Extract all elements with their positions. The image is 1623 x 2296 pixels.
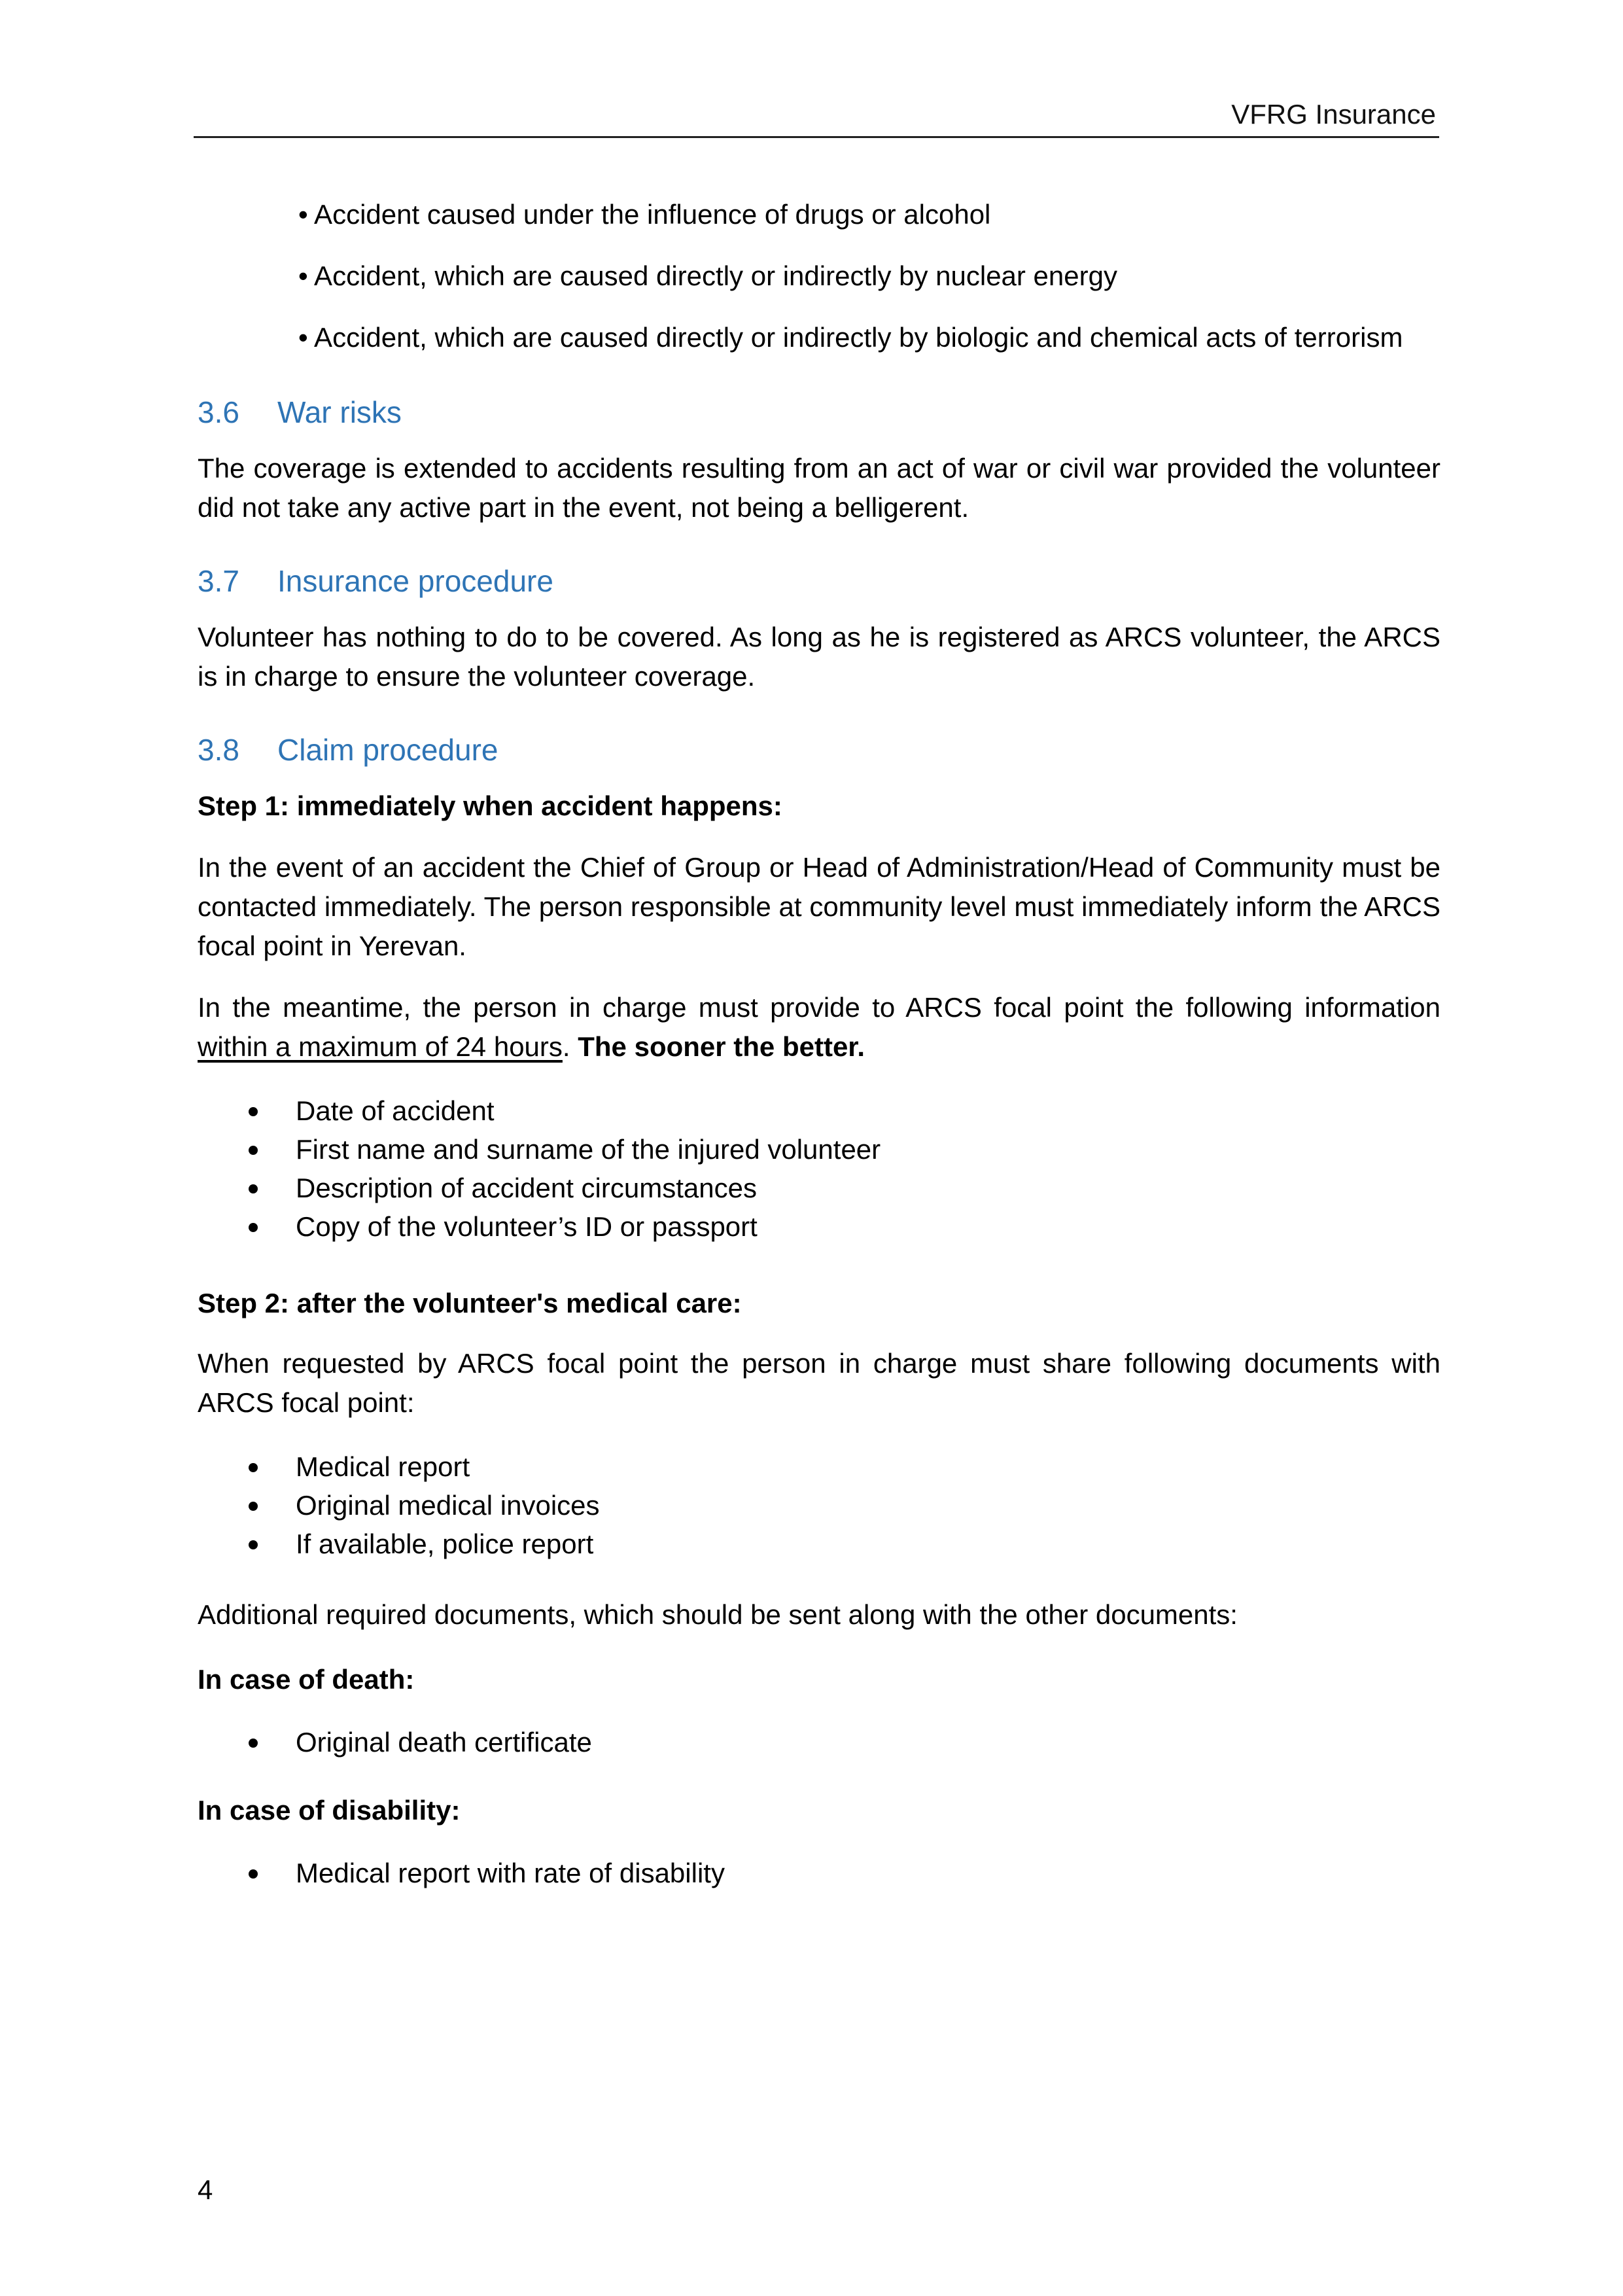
list-item [243, 1486, 600, 1525]
step1-paragraph-2 [198, 988, 1440, 1067]
bullet-icon [249, 1107, 258, 1116]
section-number: 3.8 [198, 733, 239, 767]
list-item-text: Copy of the volunteer’s ID or passport [296, 1211, 758, 1242]
exclusion-item: • Accident, which are caused directly or indirectly by biologic and chemical acts of terrorism [298, 322, 1403, 353]
death-case-label: In case of death: [198, 1664, 415, 1695]
paragraph-text: In the meantime, the person in charge must provide to ARCS focal point the following information [198, 992, 1440, 1023]
step2-label: Step 2: after the volunteer's medical care: [198, 1288, 742, 1318]
step2-documents-list [243, 1447, 600, 1563]
bullet-icon [249, 1739, 258, 1748]
list-item [243, 1169, 881, 1207]
exclusion-item: • Accident caused under the influence of drugs or alcohol [298, 199, 991, 230]
list-item-text: Original death certificate [296, 1727, 592, 1757]
bullet-icon [249, 1540, 258, 1549]
bullet-icon [249, 1184, 258, 1193]
disability-case-label: In case of disability: [198, 1795, 461, 1826]
list-item-text: If available, police report [296, 1528, 594, 1559]
bullet-icon [249, 1463, 258, 1472]
war-risks-paragraph: The coverage is extended to accidents resulting from an act of war or civil war provided the volunteer did not take any active part in the event, not being a belligerent. [198, 453, 1440, 523]
bullet-icon [249, 1146, 258, 1155]
section-number: 3.6 [198, 395, 239, 429]
bullet-icon [249, 1223, 258, 1232]
list-item-text: Date of accident [296, 1095, 495, 1126]
section-number: 3.7 [198, 564, 239, 598]
step1-info-list [243, 1091, 881, 1246]
header-divider [194, 136, 1439, 138]
section-title: Insurance procedure [277, 564, 553, 598]
list-item [243, 1447, 600, 1486]
list-item-text: Medical report [296, 1451, 470, 1482]
section-title: War risks [277, 395, 402, 429]
paragraph-text: . [562, 1031, 578, 1062]
running-header-title: VFRG Insurance [1231, 99, 1436, 130]
list-item-text: Medical report with rate of disability [296, 1858, 725, 1888]
step1-paragraph-1: In the event of an accident the Chief of Group or Head of Administration/Head of Community must be contacted immediately. The person responsible at community level must immediately inform the ARCS focal point in Yerevan. [198, 852, 1440, 961]
death-documents-list [243, 1723, 592, 1761]
list-item-text: Original medical invoices [296, 1490, 600, 1521]
list-item [243, 1091, 881, 1130]
section-heading-war-risks [198, 394, 402, 431]
disability-documents-list [243, 1854, 725, 1892]
list-item-text: First name and surname of the injured volunteer [296, 1134, 881, 1165]
section-heading-claim-procedure [198, 732, 498, 768]
exclusion-item: • Accident, which are caused directly or indirectly by nuclear energy [298, 260, 1117, 291]
emphasis-text: The sooner the better. [578, 1031, 865, 1062]
additional-documents-text: Additional required documents, which should be sent along with the other documents: [198, 1599, 1238, 1630]
step1-label: Step 1: immediately when accident happens: [198, 790, 782, 821]
bullet-icon [249, 1869, 258, 1879]
page-number: 4 [198, 2174, 213, 2205]
list-item-text: Description of accident circumstances [296, 1173, 757, 1203]
section-title: Claim procedure [277, 733, 498, 767]
insurance-procedure-paragraph: Volunteer has nothing to do to be covered. As long as he is registered as ARCS volunteer, the ARCS is in charge to ensure the volunteer coverage. [198, 622, 1440, 692]
list-item [243, 1130, 881, 1169]
list-item [243, 1207, 881, 1246]
step2-paragraph: When requested by ARCS focal point the person in charge must share following documents with ARCS focal point: [198, 1348, 1440, 1418]
deadline-text: within a maximum of 24 hours [198, 1031, 563, 1062]
list-item [243, 1525, 600, 1563]
bullet-icon [249, 1502, 258, 1511]
list-item [243, 1854, 725, 1892]
section-heading-insurance-procedure [198, 563, 553, 599]
list-item [243, 1723, 592, 1761]
